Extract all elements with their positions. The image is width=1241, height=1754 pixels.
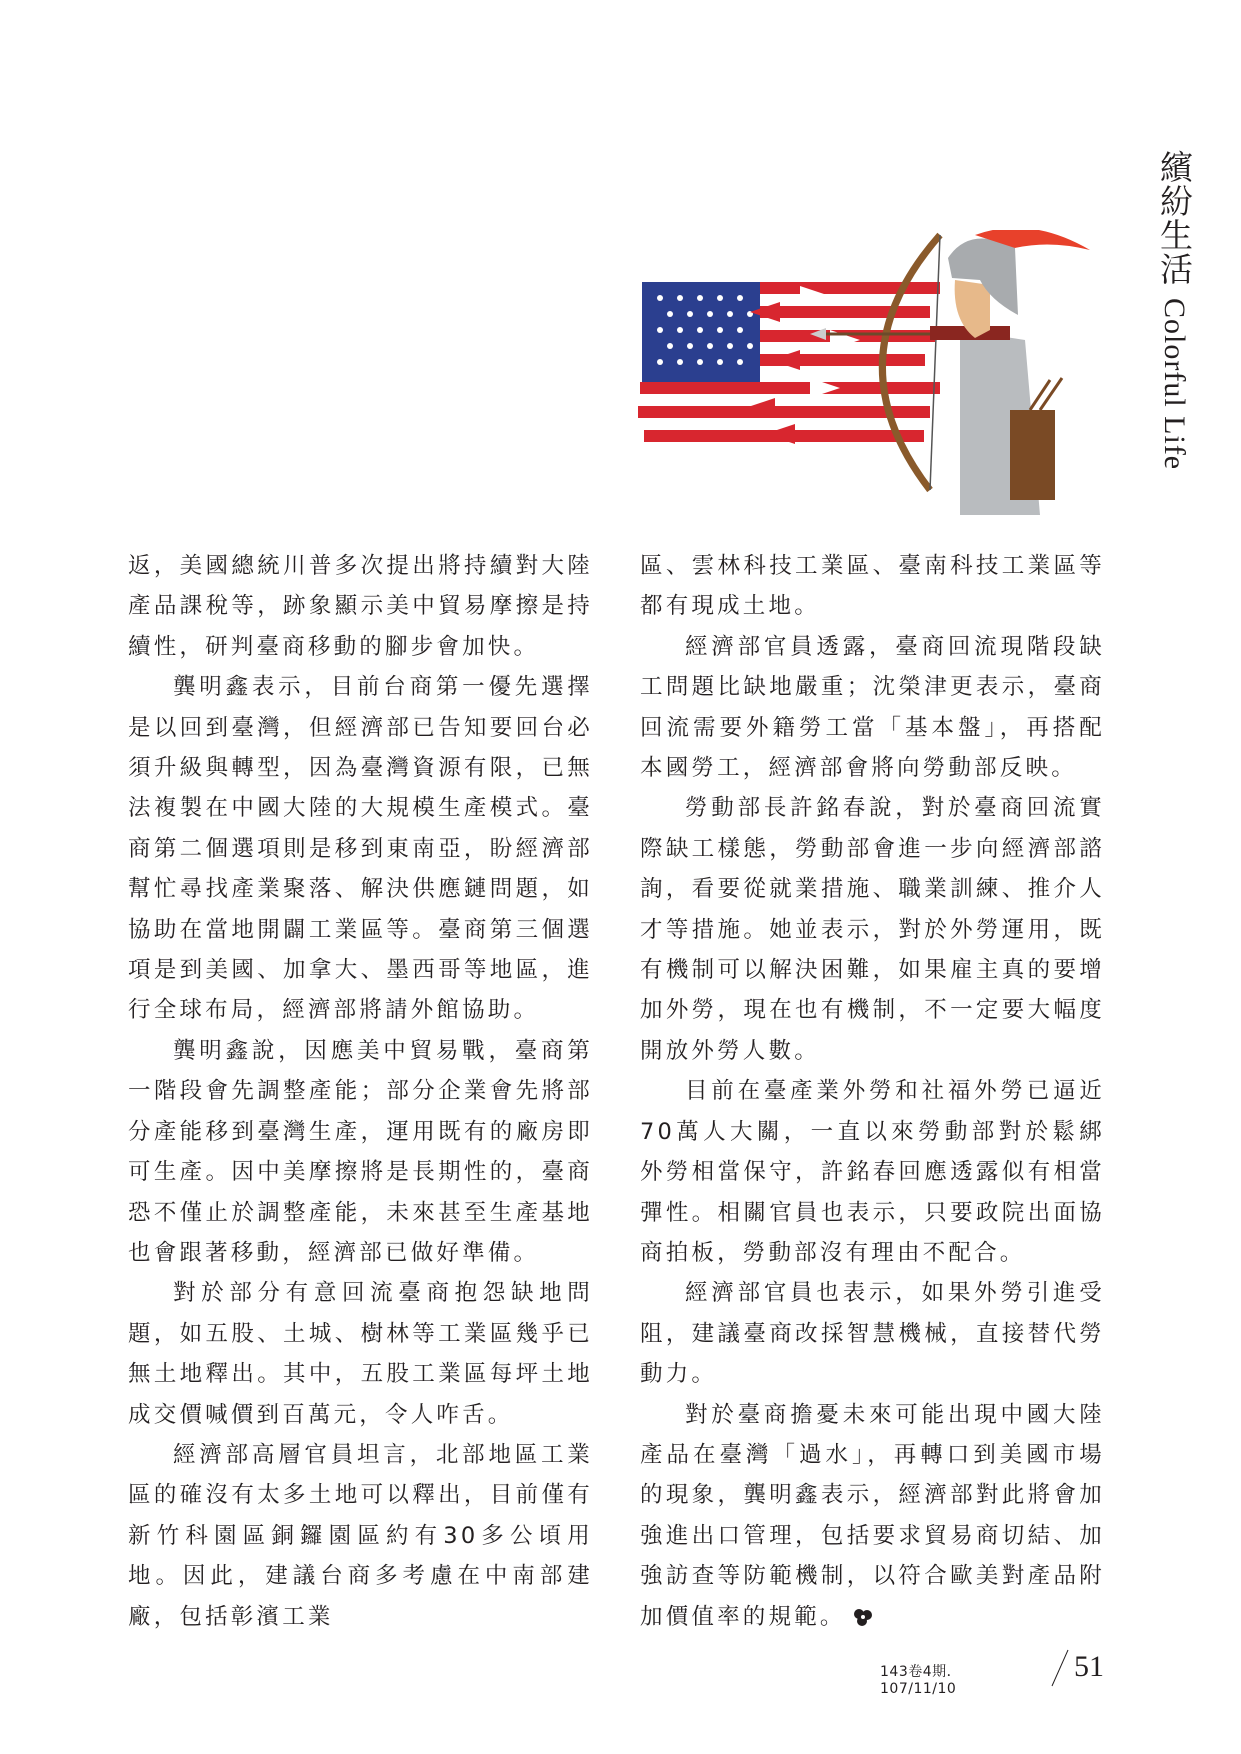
paragraph: 對於部分有意回流臺商抱怨缺地問題，如五股、土城、樹林等工業區幾乎已無土地釋出。其中，五股工業區每坪土地成交價喊價到百萬元，令人咋舌。	[128, 1280, 593, 1428]
final-paragraph	[640, 1395, 1105, 1637]
paragraph: 經濟部官員透露，臺商回流現階段缺工問題比缺地嚴重；沈榮津更表示，臺商回流需要外籍勞工當「基本盤」，再搭配本國勞工，經濟部會將向勞動部反映。	[640, 633, 1105, 782]
divider-slash-icon	[1050, 1648, 1070, 1688]
page-number: 51	[1074, 1650, 1104, 1683]
page-footer	[880, 1648, 1180, 1697]
paragraph: 目前在臺產業外勞和社福外勞已逼近70萬人大關，一直以來勞動部對於鬆綁外勞相當保守，許銘春回應透露似有相當彈性。相關官員也表示，只要政院出面協商拍板，勞動部沒有理由不配合。	[640, 1078, 1105, 1266]
section-label-en: Colorful Life	[1158, 298, 1191, 471]
section-label-zh: 繽紛生活	[1155, 150, 1194, 286]
left-column	[128, 546, 593, 1637]
section-label	[1148, 150, 1198, 470]
paragraph: 經濟部官員也表示，如果外勞引進受阻，建議臺商改採智慧機械，直接替代勞動力。	[640, 1280, 1105, 1388]
trade-war-illustration	[630, 230, 1095, 515]
paragraph-text: 對於臺商擔憂未來可能出現中國大陸產品在臺灣「過水」，再轉口到美國市場的現象，龔明鑫表示，經濟部對此將會加強進出口管理，包括要求貿易商切結、加強訪查等防範機制，以符合歐美對產品附加價值率的規範。	[640, 1401, 1105, 1630]
paragraph: 勞動部長許銘春說，對於臺商回流實際缺工樣態，勞動部會進一步向經濟部諮詢，看要從就業措施、職業訓練、推介人才等措施。她並表示，對於外勞運用，既有機制可以解決困難，如果雇主真的要增加外勞，現在也有機制，不一定要大幅度開放外勞人數。	[640, 795, 1105, 1064]
paragraph: 龔明鑫說，因應美中貿易戰，臺商第一階段會先調整產能；部分企業會先將部分產能移到臺灣生產，運用既有的廠房即可生產。因中美摩擦將是長期性的，臺商恐不僅止於調整產能，未來甚至生產基地也會跟著移動，經濟部已做好準備。	[128, 1037, 593, 1266]
paragraph: 龔明鑫表示，目前台商第一優先選擇是以回到臺灣，但經濟部已告知要回台必須升級與轉型，因為臺灣資源有限，已無法複製在中國大陸的大規模生產模式。臺商第二個選項則是移到東南亞，盼經濟部幫忙尋找產業聚落、解決供應鏈問題，如協助在當地開闢工業區等。臺商第三個選項是到美國、加拿大、墨西哥等地區，進行全球布局，經濟部將請外館協助。	[128, 674, 593, 1024]
paragraph: 區、雲林科技工業區、臺南科技工業區等都有現成土地。	[640, 553, 1105, 620]
paragraph: 經濟部高層官員坦言，北部地區工業區的確沒有太多土地可以釋出，目前僅有新竹科園區銅鑼園區約有30多公頃用地。因此，建議台商多考慮在中南部建廠，包括彰濱工業	[128, 1441, 593, 1630]
issue-info: 143卷4期．107/11/10	[880, 1664, 962, 1697]
archer-graphic	[930, 230, 1090, 515]
right-column	[640, 546, 1105, 1637]
paragraph: 返，美國總統川普多次提出將持續對大陸產品課稅等，跡象顯示美中貿易摩擦是持續性，研判臺商移動的腳步會加快。	[128, 553, 593, 660]
end-mark-icon	[852, 1607, 874, 1627]
